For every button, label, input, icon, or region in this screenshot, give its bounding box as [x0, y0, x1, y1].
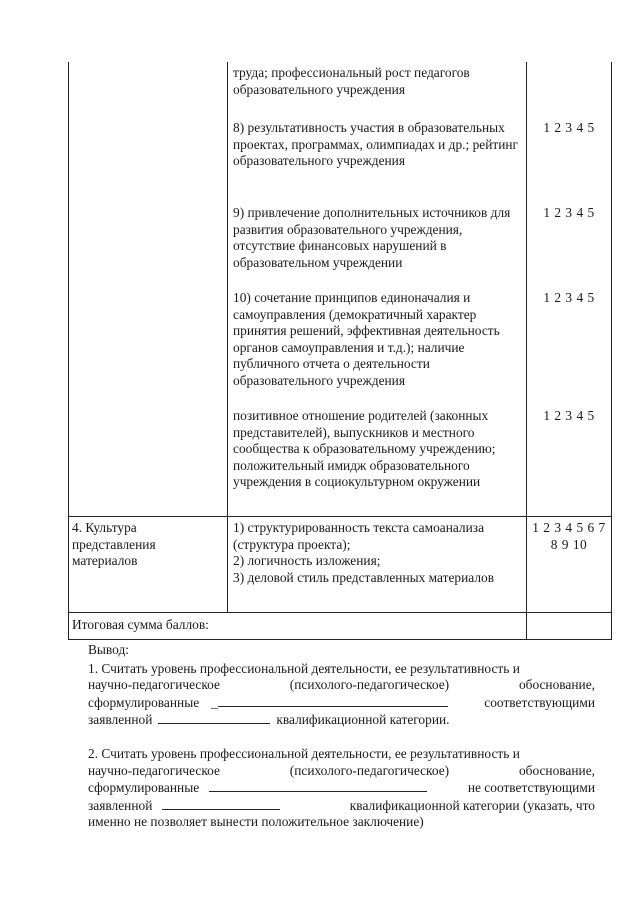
- conclusion-title: Вывод:: [88, 642, 130, 657]
- criterion-text: 1) структурированность текста самоанализа (структура проекта); 2) логичность изложения; 3) деловой стиль представленных материалов: [233, 520, 495, 585]
- score-cell: [527, 287, 612, 405]
- text-fragment: обоснование,: [518, 677, 595, 693]
- criterion-text: позитивное отношение родителей (законных представителей), выпускников и местного сообщества к образовательному учреждению; положительный имидж образовательного учреждения в социокультурном окружении: [233, 408, 496, 490]
- score-line: 1 2 3 4 5 6 7: [532, 520, 606, 535]
- score-cell: [527, 405, 612, 517]
- text-fragment: не соответствующими: [467, 780, 595, 796]
- conclusion-line: [88, 779, 595, 797]
- score-cell: [527, 62, 612, 117]
- text-fragment: сформулированные: [88, 694, 200, 710]
- fill-in-blank[interactable]: [158, 711, 270, 724]
- conclusion-line: [88, 814, 595, 831]
- conclusion-section: [88, 642, 595, 831]
- criterion-cell: [228, 117, 527, 202]
- criterion-cell: [228, 405, 527, 517]
- text-fragment: заявленной: [88, 712, 153, 728]
- conclusion-line: [88, 746, 595, 763]
- criterion-text: 10) сочетание принципов единоначалия и самоуправления (демократичный характер принятия решений, эффективная деятельность органов самоуправления и т.д.); наличие публичного отчета о деятельности образовательного учреждения: [233, 290, 500, 388]
- score-text: [527, 62, 611, 65]
- section-label: 4. Культура представления материалов: [72, 520, 156, 569]
- text-fragment: (психолого-педагогическое): [289, 762, 450, 778]
- conclusion-line: [88, 763, 595, 780]
- text-fragment: научно-педагогическое: [88, 762, 220, 778]
- text-fragment: квалификационной категории.: [276, 712, 450, 728]
- text-fragment: научно-педагогическое: [88, 677, 220, 693]
- conclusion-line: [88, 694, 595, 712]
- evaluation-table: [68, 62, 612, 640]
- text-fragment: 2. Считать уровень профессиональной деятельности, ее результативность и: [88, 745, 520, 761]
- fill-in-blank[interactable]: [218, 694, 448, 707]
- table-row-section-4: [69, 517, 612, 613]
- score-cell: [527, 117, 612, 202]
- fill-in-blank[interactable]: [162, 797, 280, 810]
- text-fragment: заявленной: [88, 797, 153, 813]
- score-text: 1 2 3 4 5: [543, 205, 595, 220]
- score-cell: [527, 202, 612, 287]
- score-text: 1 2 3 4 5: [543, 120, 595, 135]
- criterion-cell: [228, 202, 527, 287]
- conclusion-item-2: [88, 746, 595, 831]
- conclusion-line: [88, 797, 595, 815]
- criterion-cell: [228, 62, 527, 117]
- conclusion-item-1: [88, 661, 595, 729]
- text-fragment: (психолого-педагогическое): [289, 677, 450, 693]
- criterion-text: 9) привлечение дополнительных источников для развития образовательного учреждения, отсутствие финансовых нарушений в образовательном учреждении: [233, 205, 511, 270]
- text-fragment: соответствующими: [484, 694, 595, 710]
- text-fragment: именно не позволяет вынести положительное заключение): [88, 814, 424, 830]
- text-fragment: _: [211, 694, 218, 710]
- text-fragment: сформулированные: [88, 780, 200, 796]
- score-text: 1 2 3 4 5: [543, 408, 595, 423]
- conclusion-line: [88, 661, 595, 678]
- criterion-cell: [228, 287, 527, 405]
- score-line: 8 9 10: [550, 536, 588, 552]
- section-label-cell: [69, 517, 228, 613]
- empty-criterion-group-cell: [69, 62, 228, 517]
- score-text: 1 2 3 4 5: [543, 290, 595, 305]
- total-label-cell: [69, 613, 527, 640]
- total-value-cell: [527, 613, 612, 640]
- conclusion-line: [88, 677, 595, 694]
- table-row: [69, 62, 612, 117]
- criterion-cell: [228, 517, 527, 613]
- criterion-text: 8) результативность участия в образовательных проектах, программах, олимпиадах и др.; рейтинг образовательного учреждения: [233, 120, 519, 169]
- text-fragment: обоснование,: [518, 762, 595, 778]
- text-fragment: квалификационной категории (указать, что: [349, 797, 595, 813]
- text-fragment: 1. Считать уровень профессиональной деятельности, ее результативность и: [88, 660, 520, 676]
- table-row-total: [69, 613, 612, 640]
- conclusion-line: [88, 711, 595, 729]
- criterion-text: труда; профессиональный рост педагогов образовательного учреждения: [233, 65, 470, 97]
- score-cell: [527, 517, 612, 613]
- score-text: [527, 517, 611, 553]
- fill-in-blank[interactable]: [209, 779, 427, 792]
- total-label: Итоговая сумма баллов:: [72, 617, 209, 632]
